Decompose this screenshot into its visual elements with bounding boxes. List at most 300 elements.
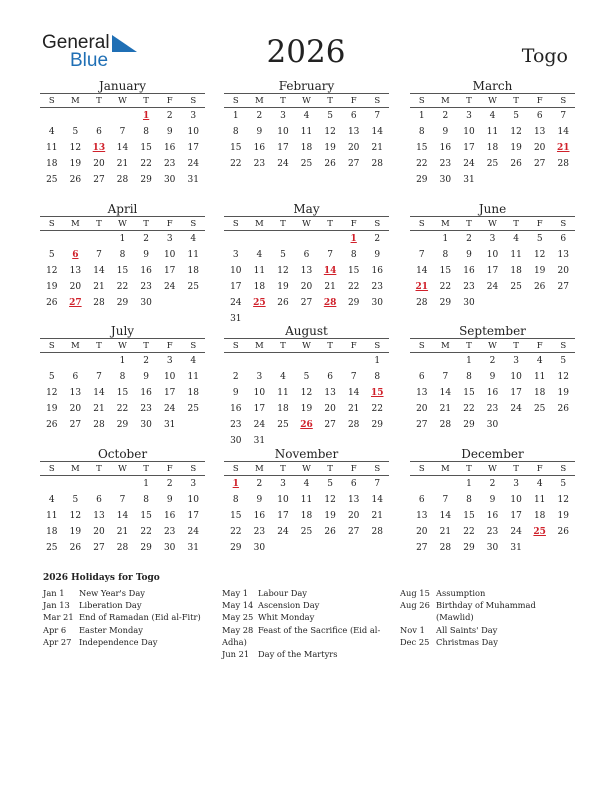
day-cell: 3 bbox=[280, 479, 286, 489]
holiday-date: May 1 bbox=[222, 588, 249, 598]
day-cell: 6 bbox=[303, 250, 310, 260]
weekday-label: S bbox=[48, 463, 55, 474]
day-cell: 8 bbox=[232, 495, 239, 505]
week-row bbox=[40, 295, 205, 311]
day-cell: 3 bbox=[190, 479, 197, 489]
day-cell: 27 bbox=[69, 420, 82, 430]
holiday-entry bbox=[43, 624, 213, 636]
day-cell: 10 bbox=[187, 495, 199, 505]
day-cell: 20 bbox=[300, 282, 313, 292]
week-row bbox=[224, 295, 389, 311]
weekday-label: W bbox=[118, 95, 127, 106]
holiday-entry bbox=[222, 611, 392, 623]
day-cell: 21 bbox=[324, 282, 336, 292]
day-cell: 18 bbox=[510, 266, 522, 276]
day-cell: 3 bbox=[513, 479, 519, 489]
day-cell: 24 bbox=[486, 282, 499, 292]
weekday-label: T bbox=[327, 95, 333, 106]
week-row bbox=[410, 353, 575, 369]
day-cell: 21 bbox=[439, 404, 452, 414]
day-cell: 26 bbox=[324, 159, 336, 169]
day-cell: 14 bbox=[371, 127, 383, 137]
weekday-label: M bbox=[255, 218, 264, 229]
day-cell: 11 bbox=[300, 495, 313, 505]
day-cell: 8 bbox=[232, 127, 239, 137]
week-row bbox=[40, 508, 205, 524]
week-row bbox=[224, 156, 389, 172]
day-cell: 27 bbox=[93, 175, 105, 185]
week-row bbox=[410, 492, 575, 508]
month-name: June bbox=[478, 202, 507, 216]
day-cell: 29 bbox=[371, 420, 383, 430]
weekday-label: F bbox=[536, 218, 543, 229]
day-cell: 12 bbox=[557, 495, 569, 505]
weekday-header bbox=[410, 461, 575, 476]
day-cell: 20 bbox=[557, 266, 569, 276]
day-cell: 20 bbox=[347, 143, 360, 153]
day-cell: 11 bbox=[486, 127, 499, 137]
week-row bbox=[410, 540, 575, 556]
day-cell: 21 bbox=[116, 527, 129, 537]
day-cell: 28 bbox=[371, 159, 383, 169]
day-cell: 9 bbox=[466, 250, 472, 260]
day-cell: 30 bbox=[486, 543, 499, 553]
day-cell: 16 bbox=[486, 388, 499, 398]
day-cell: 16 bbox=[439, 143, 452, 153]
weekday-label: S bbox=[48, 340, 55, 351]
holiday-entry bbox=[43, 611, 213, 623]
day-cell: 21 bbox=[93, 282, 105, 292]
day-cell: 20 bbox=[347, 511, 360, 521]
day-cell: 28 bbox=[439, 543, 452, 553]
day-cell: 17 bbox=[253, 404, 266, 414]
week-row bbox=[224, 279, 389, 295]
logo-word-blue: Blue bbox=[70, 50, 109, 71]
day-cell: 1 bbox=[119, 356, 126, 366]
day-cell: 10 bbox=[510, 495, 522, 505]
day-cell: 6 bbox=[72, 372, 79, 382]
day-cell: 12 bbox=[533, 250, 546, 260]
day-cell: 4 bbox=[190, 356, 197, 366]
month-november bbox=[224, 447, 389, 556]
month-july bbox=[40, 324, 205, 433]
day-cell: 15 bbox=[230, 143, 242, 153]
weekday-label: W bbox=[118, 463, 127, 474]
day-cell: 3 bbox=[190, 111, 197, 121]
holiday-entry bbox=[43, 636, 213, 648]
month-name: November bbox=[274, 447, 339, 461]
day-cell: 25 bbox=[46, 543, 58, 553]
day-cell: 24 bbox=[463, 159, 475, 169]
holiday-date: May 25 bbox=[222, 612, 254, 623]
day-cell: 24 bbox=[510, 527, 522, 537]
week-row bbox=[40, 108, 205, 124]
day-cell: 23 bbox=[140, 404, 152, 414]
weekday-label: T bbox=[513, 463, 519, 474]
day-cell: 18 bbox=[300, 511, 313, 521]
day-cell: 15 bbox=[116, 266, 129, 276]
month-name: October bbox=[97, 447, 148, 461]
weekday-label: T bbox=[96, 95, 102, 106]
weekday-label: M bbox=[71, 340, 80, 351]
day-cell: 25 bbox=[277, 420, 289, 430]
weekday-label: S bbox=[190, 463, 197, 474]
day-cell: 25 bbox=[46, 175, 58, 185]
weekday-header bbox=[40, 93, 205, 108]
day-cell: 23 bbox=[163, 527, 176, 537]
day-cell: 7 bbox=[374, 111, 381, 121]
day-cell: 26 bbox=[46, 420, 58, 430]
day-cell: 17 bbox=[277, 511, 289, 521]
holiday-day-cell: 1 bbox=[232, 479, 239, 489]
weekday-label: S bbox=[232, 218, 239, 229]
month-name: December bbox=[461, 447, 524, 461]
weekday-label: T bbox=[280, 218, 286, 229]
weekday-label: W bbox=[302, 218, 311, 229]
weekday-label: S bbox=[418, 95, 425, 106]
day-cell: 13 bbox=[416, 511, 428, 521]
day-cell: 10 bbox=[187, 127, 199, 137]
day-cell: 12 bbox=[324, 127, 336, 137]
day-cell: 4 bbox=[48, 495, 55, 505]
day-cell: 12 bbox=[324, 495, 336, 505]
day-cell: 11 bbox=[510, 250, 522, 260]
day-cell: 15 bbox=[439, 266, 452, 276]
weekday-label: T bbox=[280, 463, 286, 474]
day-cell: 5 bbox=[48, 250, 55, 260]
day-cell: 24 bbox=[253, 420, 266, 430]
day-cell: 13 bbox=[69, 388, 82, 398]
month-february bbox=[224, 79, 389, 172]
day-cell: 8 bbox=[143, 127, 149, 137]
day-cell: 24 bbox=[163, 404, 176, 414]
day-cell: 9 bbox=[166, 495, 173, 505]
day-cell: 5 bbox=[560, 479, 567, 489]
holidays-column bbox=[400, 587, 575, 648]
day-cell: 22 bbox=[347, 282, 360, 292]
day-cell: 14 bbox=[439, 511, 452, 521]
day-cell: 19 bbox=[510, 143, 522, 153]
day-cell: 11 bbox=[46, 143, 58, 153]
week-row bbox=[224, 524, 389, 540]
week-row bbox=[410, 369, 575, 385]
month-name: July bbox=[110, 324, 135, 338]
week-row bbox=[224, 401, 389, 417]
day-cell: 20 bbox=[324, 404, 336, 414]
day-cell: 27 bbox=[300, 298, 313, 308]
day-cell: 16 bbox=[140, 266, 152, 276]
weekday-label: W bbox=[118, 218, 127, 229]
day-cell: 27 bbox=[93, 543, 105, 553]
weekday-label: S bbox=[374, 95, 381, 106]
week-row bbox=[224, 108, 389, 124]
weekday-label: S bbox=[560, 463, 567, 474]
holiday-day-cell: 27 bbox=[69, 298, 82, 308]
day-cell: 27 bbox=[347, 159, 360, 169]
day-cell: 5 bbox=[327, 479, 333, 489]
day-cell: 27 bbox=[557, 282, 569, 292]
day-cell: 8 bbox=[466, 372, 472, 382]
day-cell: 24 bbox=[510, 404, 522, 414]
day-cell: 28 bbox=[557, 159, 569, 169]
day-cell: 6 bbox=[96, 495, 102, 505]
weekday-label: M bbox=[441, 218, 450, 229]
week-row bbox=[40, 124, 205, 140]
weekday-label: F bbox=[166, 340, 173, 351]
weekday-label: T bbox=[327, 218, 333, 229]
day-cell: 29 bbox=[463, 420, 475, 430]
holiday-name: Adha) bbox=[222, 636, 247, 647]
weekday-label: T bbox=[143, 95, 149, 106]
week-row bbox=[410, 140, 575, 156]
holiday-name: Assumption bbox=[436, 588, 486, 598]
holiday-date: Aug 15 bbox=[400, 588, 430, 598]
day-cell: 23 bbox=[253, 527, 266, 537]
weekday-label: T bbox=[280, 95, 286, 106]
day-cell: 18 bbox=[533, 388, 546, 398]
month-january bbox=[40, 79, 205, 188]
day-cell: 3 bbox=[513, 356, 519, 366]
week-row bbox=[410, 263, 575, 279]
day-cell: 9 bbox=[256, 127, 263, 137]
day-cell: 16 bbox=[371, 266, 383, 276]
day-cell: 13 bbox=[416, 388, 428, 398]
holiday-date: Dec 25 bbox=[400, 636, 430, 647]
day-cell: 5 bbox=[303, 372, 310, 382]
day-cell: 17 bbox=[163, 388, 176, 398]
day-cell: 22 bbox=[140, 159, 152, 169]
day-cell: 10 bbox=[163, 250, 176, 260]
day-cell: 8 bbox=[418, 127, 425, 137]
day-cell: 29 bbox=[230, 543, 242, 553]
weekday-label: W bbox=[488, 95, 497, 106]
weekday-label: S bbox=[560, 218, 567, 229]
weekday-label: S bbox=[418, 218, 425, 229]
week-row bbox=[410, 156, 575, 172]
day-cell: 16 bbox=[253, 143, 266, 153]
day-cell: 14 bbox=[371, 495, 383, 505]
day-cell: 27 bbox=[416, 543, 428, 553]
holiday-date: Aug 26 bbox=[400, 600, 430, 611]
day-cell: 6 bbox=[96, 127, 102, 137]
day-cell: 1 bbox=[418, 111, 425, 121]
day-cell: 23 bbox=[230, 420, 242, 430]
day-cell: 2 bbox=[166, 111, 173, 121]
day-cell: 26 bbox=[557, 527, 569, 537]
week-row bbox=[224, 476, 389, 492]
day-cell: 20 bbox=[69, 404, 82, 414]
day-cell: 22 bbox=[439, 282, 452, 292]
day-cell: 10 bbox=[486, 250, 499, 260]
day-cell: 5 bbox=[327, 111, 333, 121]
day-cell: 28 bbox=[116, 175, 129, 185]
weekday-label: W bbox=[302, 95, 311, 106]
day-cell: 31 bbox=[187, 175, 199, 185]
weekday-label: M bbox=[441, 463, 450, 474]
day-cell: 2 bbox=[374, 234, 381, 244]
day-cell: 28 bbox=[371, 527, 383, 537]
day-cell: 30 bbox=[371, 298, 383, 308]
day-cell: 3 bbox=[166, 234, 173, 244]
day-cell: 21 bbox=[347, 404, 360, 414]
weekday-label: M bbox=[255, 340, 264, 351]
day-cell: 25 bbox=[187, 404, 199, 414]
week-row bbox=[224, 140, 389, 156]
weekday-label: S bbox=[418, 463, 425, 474]
day-cell: 7 bbox=[418, 250, 425, 260]
day-cell: 31 bbox=[463, 175, 475, 185]
day-cell: 27 bbox=[324, 420, 336, 430]
day-cell: 2 bbox=[466, 234, 472, 244]
day-cell: 29 bbox=[439, 298, 452, 308]
day-cell: 7 bbox=[350, 372, 357, 382]
weekday-header bbox=[40, 338, 205, 353]
month-name: February bbox=[278, 79, 335, 93]
weekday-header bbox=[224, 216, 389, 231]
day-cell: 6 bbox=[327, 372, 333, 382]
week-row bbox=[224, 540, 389, 556]
day-cell: 31 bbox=[510, 543, 522, 553]
day-cell: 7 bbox=[327, 250, 333, 260]
day-cell: 10 bbox=[510, 372, 522, 382]
day-cell: 20 bbox=[416, 527, 428, 537]
day-cell: 17 bbox=[230, 282, 242, 292]
day-cell: 20 bbox=[93, 159, 105, 169]
week-row bbox=[40, 369, 205, 385]
day-cell: 21 bbox=[93, 404, 105, 414]
month-name: September bbox=[459, 324, 526, 338]
day-cell: 6 bbox=[418, 372, 425, 382]
holiday-day-cell: 28 bbox=[323, 298, 337, 308]
day-cell: 23 bbox=[163, 159, 176, 169]
weekday-label: W bbox=[302, 463, 311, 474]
holiday-entry bbox=[400, 599, 575, 623]
day-cell: 27 bbox=[416, 420, 428, 430]
day-cell: 7 bbox=[560, 111, 567, 121]
week-row bbox=[40, 476, 205, 492]
weekday-header bbox=[224, 338, 389, 353]
week-row bbox=[224, 492, 389, 508]
day-cell: 15 bbox=[416, 143, 428, 153]
day-cell: 29 bbox=[140, 175, 152, 185]
weekday-label: S bbox=[190, 218, 197, 229]
day-cell: 9 bbox=[143, 372, 149, 382]
day-cell: 28 bbox=[116, 543, 129, 553]
week-row bbox=[410, 476, 575, 492]
day-cell: 28 bbox=[439, 420, 452, 430]
month-april bbox=[40, 202, 205, 311]
weekday-label: T bbox=[96, 463, 102, 474]
day-cell: 22 bbox=[371, 404, 383, 414]
weekday-header bbox=[410, 216, 575, 231]
day-cell: 24 bbox=[187, 159, 199, 169]
day-cell: 1 bbox=[143, 479, 149, 489]
day-cell: 1 bbox=[232, 111, 239, 121]
day-cell: 7 bbox=[96, 250, 102, 260]
week-row bbox=[40, 492, 205, 508]
day-cell: 10 bbox=[463, 127, 475, 137]
day-cell: 11 bbox=[300, 127, 313, 137]
holiday-date: Jan 13 bbox=[43, 600, 70, 611]
day-cell: 22 bbox=[230, 159, 242, 169]
day-cell: 30 bbox=[439, 175, 452, 185]
day-cell: 11 bbox=[277, 388, 289, 398]
day-cell: 28 bbox=[347, 420, 360, 430]
day-cell: 17 bbox=[510, 388, 522, 398]
day-cell: 18 bbox=[253, 282, 266, 292]
day-cell: 15 bbox=[140, 143, 152, 153]
week-row bbox=[410, 247, 575, 263]
weekday-label: F bbox=[536, 340, 543, 351]
day-cell: 6 bbox=[350, 111, 357, 121]
weekday-label: F bbox=[536, 463, 543, 474]
holiday-name: Day of the Martyrs bbox=[258, 649, 338, 660]
month-september bbox=[410, 324, 575, 433]
day-cell: 7 bbox=[119, 495, 126, 505]
holiday-name: Feast of the Sacrifice (Eid al- bbox=[258, 624, 381, 635]
day-cell: 8 bbox=[442, 250, 449, 260]
weekday-label: T bbox=[466, 95, 472, 106]
day-cell: 8 bbox=[119, 250, 126, 260]
day-cell: 30 bbox=[253, 543, 266, 553]
day-cell: 13 bbox=[347, 495, 360, 505]
weekday-label: M bbox=[71, 218, 80, 229]
week-row bbox=[40, 385, 205, 401]
day-cell: 13 bbox=[557, 250, 569, 260]
holiday-entry bbox=[43, 599, 213, 611]
week-row bbox=[224, 369, 389, 385]
day-cell: 5 bbox=[560, 356, 567, 366]
day-cell: 21 bbox=[371, 511, 383, 521]
month-march bbox=[410, 79, 575, 188]
day-cell: 17 bbox=[187, 511, 199, 521]
day-cell: 25 bbox=[533, 404, 546, 414]
day-cell: 1 bbox=[442, 234, 449, 244]
weekday-label: S bbox=[418, 340, 425, 351]
day-cell: 8 bbox=[350, 250, 357, 260]
weekday-label: S bbox=[374, 218, 381, 229]
week-row bbox=[410, 231, 575, 247]
day-cell: 30 bbox=[163, 543, 176, 553]
holiday-entry bbox=[43, 587, 213, 599]
week-row bbox=[224, 508, 389, 524]
day-cell: 19 bbox=[46, 404, 58, 414]
week-row bbox=[40, 524, 205, 540]
day-cell: 15 bbox=[230, 511, 242, 521]
day-cell: 3 bbox=[232, 250, 239, 260]
holiday-entry bbox=[400, 587, 575, 599]
day-cell: 25 bbox=[510, 282, 522, 292]
day-cell: 4 bbox=[48, 127, 55, 137]
weekday-label: M bbox=[441, 95, 450, 106]
day-cell: 22 bbox=[230, 527, 242, 537]
day-cell: 7 bbox=[119, 127, 126, 137]
weekday-label: S bbox=[560, 340, 567, 351]
holiday-name: End of Ramadan (Eid al-Fitr) bbox=[79, 612, 201, 623]
day-cell: 20 bbox=[69, 282, 82, 292]
day-cell: 2 bbox=[143, 356, 149, 366]
day-cell: 12 bbox=[46, 266, 58, 276]
day-cell: 15 bbox=[116, 388, 129, 398]
day-cell: 15 bbox=[347, 266, 360, 276]
day-cell: 30 bbox=[140, 298, 152, 308]
day-cell: 9 bbox=[374, 250, 381, 260]
day-cell: 4 bbox=[280, 372, 286, 382]
month-name: August bbox=[285, 324, 328, 338]
day-cell: 28 bbox=[416, 298, 428, 308]
day-cell: 19 bbox=[69, 159, 82, 169]
holiday-day-cell: 1 bbox=[142, 111, 150, 121]
